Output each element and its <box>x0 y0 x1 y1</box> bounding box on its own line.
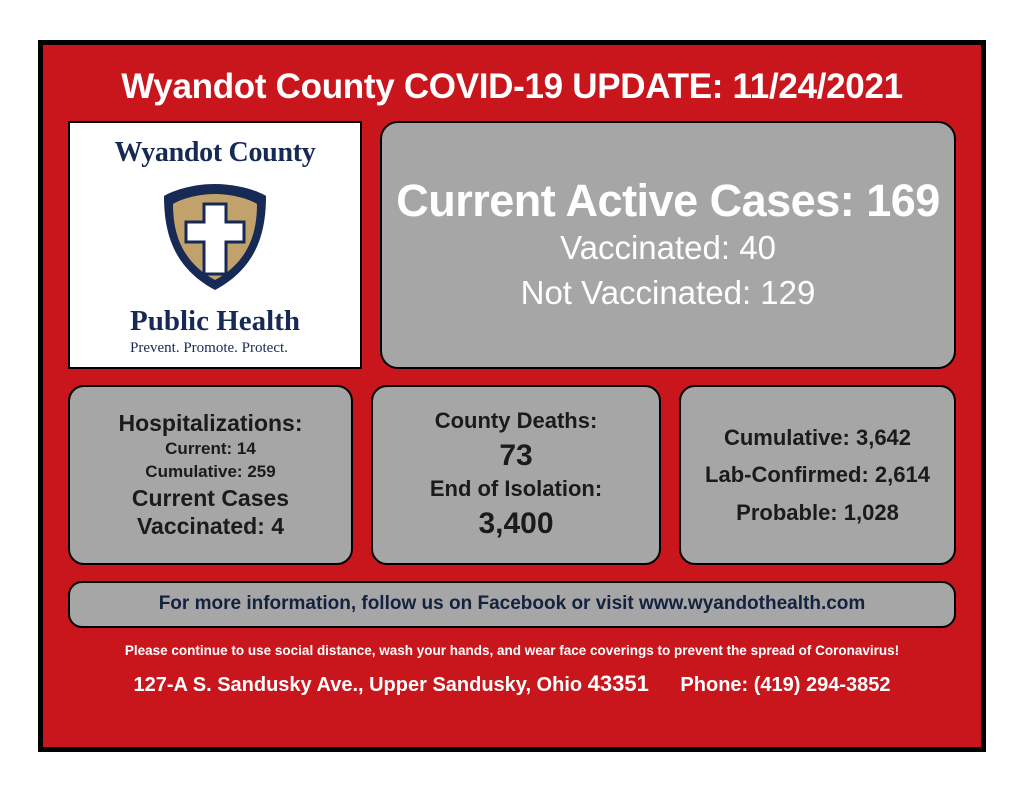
logo-tagline: Prevent. Promote. Protect. <box>130 340 288 356</box>
cumulative-panel <box>679 385 956 565</box>
active-cases-headline: Current Active Cases: 169 <box>396 174 940 226</box>
active-cases-vaccinated: Vaccinated: 40 <box>560 229 776 267</box>
covid-update-poster <box>38 40 986 752</box>
contact-line <box>43 671 981 697</box>
hospitalizations-title: Hospitalizations: <box>118 409 303 436</box>
current-cases-label: Current Cases <box>131 484 290 511</box>
active-cases-not-vaccinated: Not Vaccinated: 129 <box>520 273 816 311</box>
deaths-panel <box>371 385 661 565</box>
active-cases-panel <box>380 121 956 369</box>
end-of-isolation-label: End of Isolation: <box>429 476 603 501</box>
hospitalizations-cumulative: Cumulative: 259 <box>145 461 276 481</box>
current-cases-vaccinated: Vaccinated: 4 <box>136 513 285 540</box>
cumulative-lab-confirmed: Lab-Confirmed: 2,614 <box>705 462 930 488</box>
hospitalizations-current: Current: 14 <box>165 438 256 458</box>
deaths-title: County Deaths: <box>434 408 598 434</box>
address-zip: 43351 <box>587 671 649 696</box>
page-title: Wyandot County COVID-19 UPDATE: 11/24/2021 <box>121 67 903 106</box>
agency-logo <box>68 121 362 369</box>
logo-top-text: Wyandot County <box>114 137 316 168</box>
safety-note: Please continue to use social distance, wash your hands, and wear face coverings to prevent the spread of Coronavirus! <box>124 643 900 658</box>
shield-cross-icon <box>156 182 274 294</box>
hospitalizations-panel <box>68 385 353 565</box>
stats-row <box>68 385 956 565</box>
address-text: 127-A S. Sandusky Ave., Upper Sandusky, Ohio <box>133 674 583 696</box>
logo-bottom-text: Public Health <box>130 305 300 337</box>
more-information-bar[interactable]: For more information, follow us on Facebook or visit www.wyandothealth.com <box>68 581 956 628</box>
cumulative-total: Cumulative: 3,642 <box>723 424 912 450</box>
cumulative-probable: Probable: 1,028 <box>736 499 899 525</box>
phone-number: Phone: (419) 294-3852 <box>680 674 891 696</box>
top-row <box>68 121 956 369</box>
end-of-isolation-count: 3,400 <box>478 506 554 540</box>
deaths-count: 73 <box>499 439 533 472</box>
